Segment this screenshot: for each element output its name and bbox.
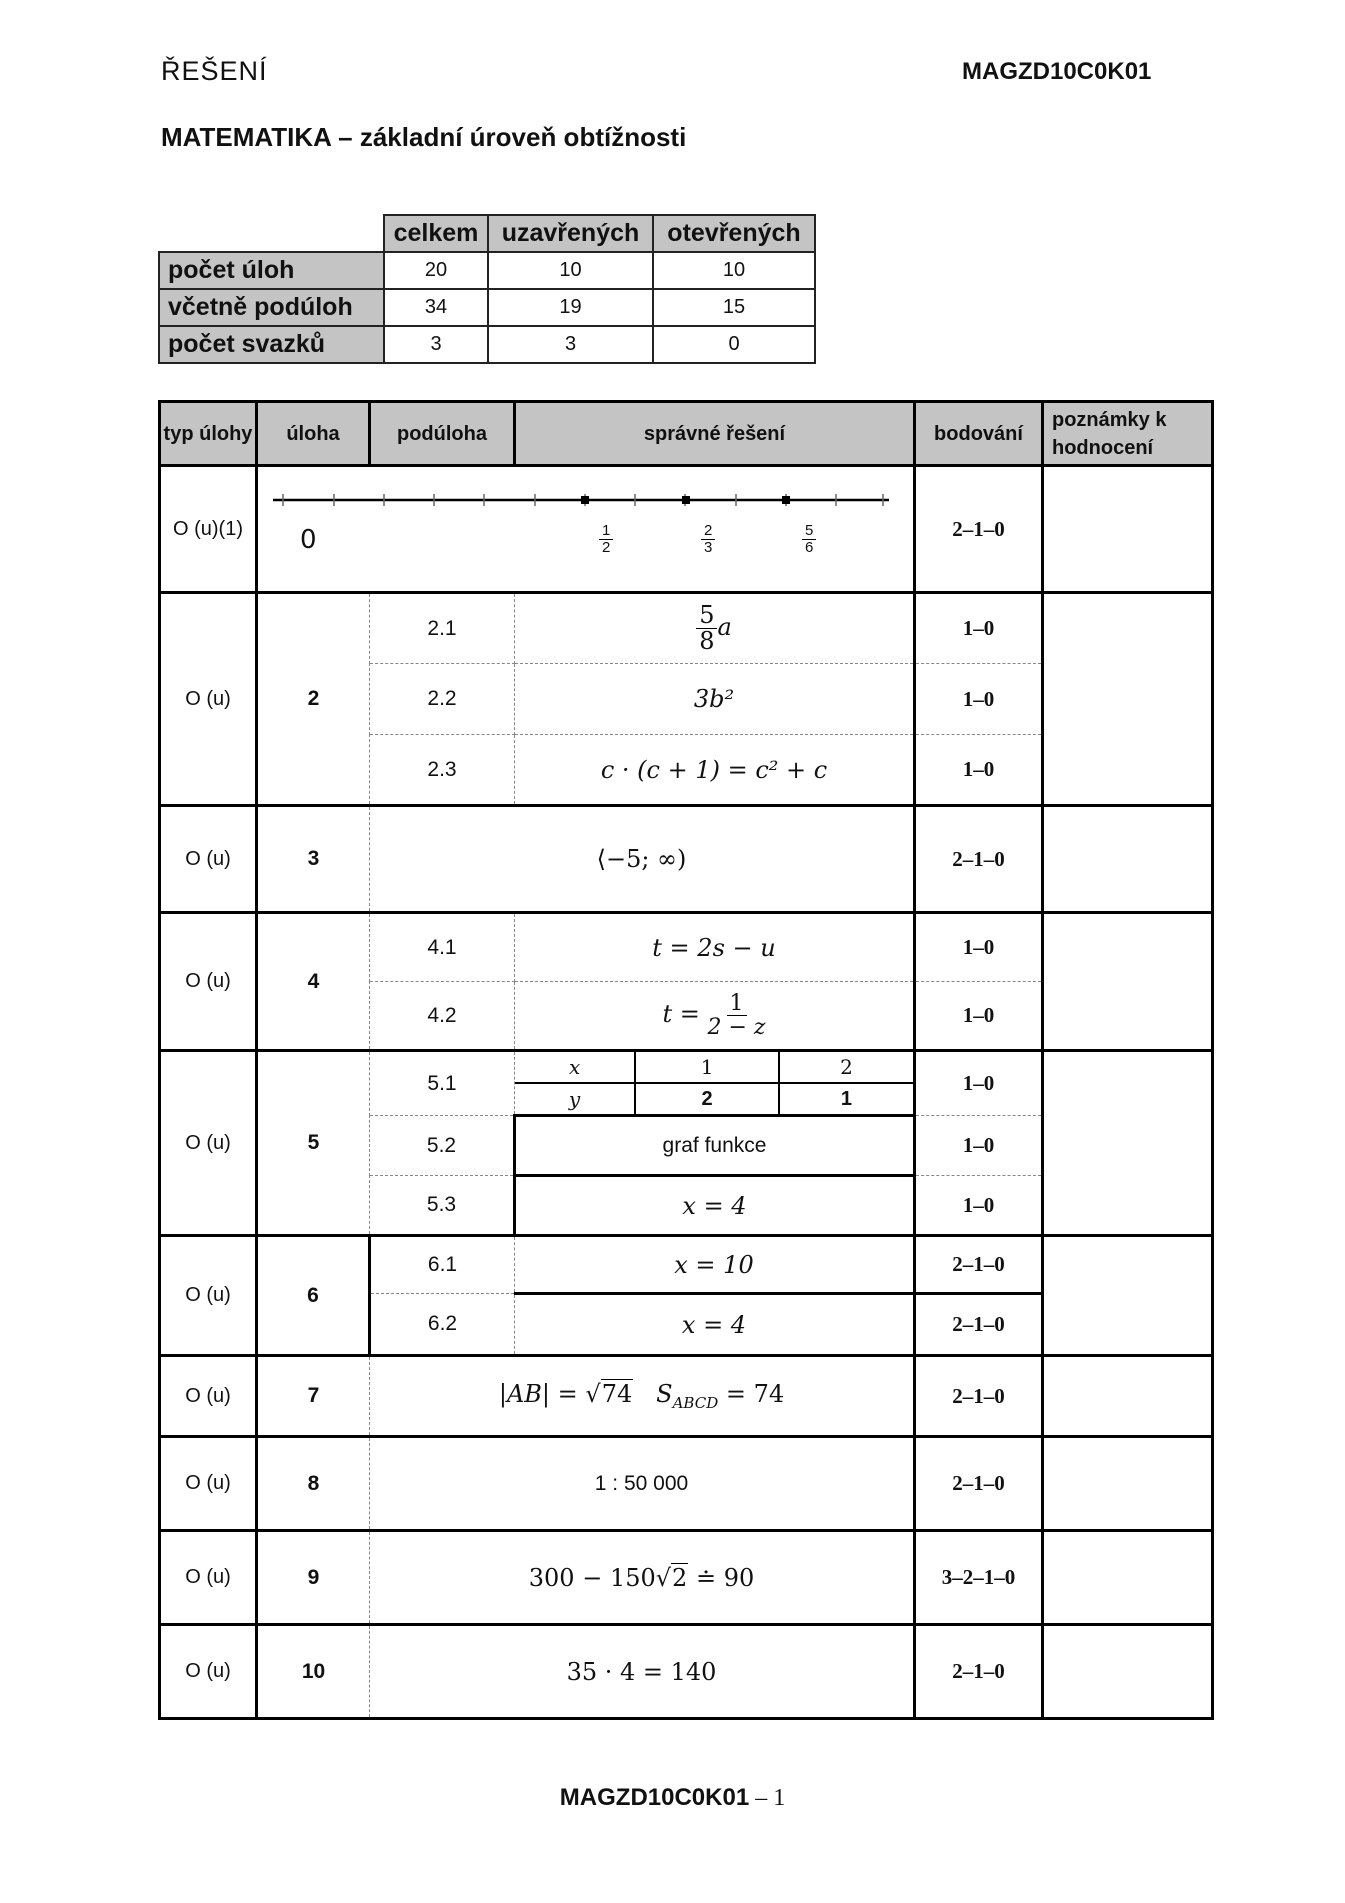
stats-col-header: uzavřených <box>488 215 653 252</box>
points: 1–0 <box>915 1176 1043 1236</box>
points: 2–1–0 <box>915 466 1043 593</box>
points: 1–0 <box>915 735 1043 806</box>
footer-code: MAGZD10C0K01 <box>559 1784 750 1811</box>
subtask-id: 4.2 <box>370 982 515 1051</box>
stats-cell: 10 <box>488 252 653 289</box>
notes-cell <box>1043 1531 1213 1625</box>
stats-cell: 19 <box>488 289 653 326</box>
solution: x = 4 <box>515 1294 915 1356</box>
stats-cell: 3 <box>384 326 488 363</box>
stats-cell: 0 <box>653 326 815 363</box>
points: 2–1–0 <box>915 1437 1043 1531</box>
value-table-cell <box>515 1051 915 1116</box>
notes-cell <box>1043 1437 1213 1531</box>
header-task: úloha <box>257 402 370 466</box>
subtask-id: 2.2 <box>370 664 515 735</box>
points: 2–1–0 <box>915 806 1043 913</box>
points: 1–0 <box>915 1116 1043 1176</box>
label-half: $\frac{1}{2}$ <box>599 523 613 556</box>
page-footer <box>0 1784 1345 1812</box>
value-table <box>515 1052 913 1114</box>
solution: t = 2s − u <box>515 913 915 982</box>
notes-cell <box>1043 913 1213 1051</box>
task-type: O (u) <box>160 1437 257 1531</box>
notes-cell <box>1043 1625 1213 1719</box>
value-table-cell: 1 <box>635 1052 779 1083</box>
solution: ⟨−5; ∞) <box>370 806 915 913</box>
task-number: 9 <box>257 1531 370 1625</box>
points: 1–0 <box>915 664 1043 735</box>
task-type: O (u) <box>160 1356 257 1437</box>
header-points: bodování <box>915 402 1043 466</box>
number-line-cell <box>257 466 915 593</box>
subtask-id: 6.2 <box>370 1294 515 1356</box>
subtask-id: 5.3 <box>370 1176 515 1236</box>
points: 2–1–0 <box>915 1625 1043 1719</box>
stats-col-header: celkem <box>384 215 488 252</box>
task-number: 2 <box>257 593 370 806</box>
solution: c · (c + 1) = c² + c <box>515 735 915 806</box>
stats-table <box>158 214 816 364</box>
solution: graf funkce <box>515 1116 915 1176</box>
task-type: O (u) <box>160 806 257 913</box>
task-number: 7 <box>257 1356 370 1437</box>
header-code: MAGZD10C0K01 <box>962 58 1152 85</box>
task-number: 10 <box>257 1625 370 1719</box>
stats-cell: 20 <box>384 252 488 289</box>
subtask-id: 4.1 <box>370 913 515 982</box>
subtask-id: 6.1 <box>370 1236 515 1294</box>
zero-label: 0 <box>300 525 317 555</box>
points: 2–1–0 <box>915 1236 1043 1294</box>
points: 1–0 <box>915 1051 1043 1116</box>
points: 2–1–0 <box>915 1356 1043 1437</box>
subtask-id: 2.3 <box>370 735 515 806</box>
header-solution: správné řešení <box>515 402 915 466</box>
notes-cell <box>1043 1051 1213 1236</box>
solution: $\frac{5}{8}$ a <box>515 593 915 664</box>
task-number: 8 <box>257 1437 370 1531</box>
solution: |AB| = √74 $S_{ABCD} = 74$ <box>370 1356 915 1437</box>
value-table-y-label: y <box>515 1083 635 1114</box>
points: 1–0 <box>915 982 1043 1051</box>
solution: 35 · 4 = 140 <box>370 1625 915 1719</box>
stats-row-label: počet svazků <box>159 326 384 363</box>
solution: 3b² <box>515 664 915 735</box>
task-number: 6 <box>257 1236 370 1356</box>
task-type: O (u) <box>160 593 257 806</box>
points: 1–0 <box>915 593 1043 664</box>
page-title: MATEMATIKA – základní úroveň obtížnosti <box>161 122 687 152</box>
task-number: 5 <box>257 1051 370 1236</box>
solution: t = $\frac{1}{2 - z}$ <box>515 982 915 1051</box>
stats-col-header: otevřených <box>653 215 815 252</box>
solutions-table <box>158 400 1214 1720</box>
label-two-thirds: $\frac{2}{3}$ <box>701 523 715 556</box>
notes-cell <box>1043 806 1213 913</box>
value-table-cell: 2 <box>779 1052 913 1083</box>
point-five-sixths <box>782 496 790 504</box>
solution: x = 10 <box>515 1236 915 1294</box>
points: 3–2–1–0 <box>915 1531 1043 1625</box>
notes-cell <box>1043 1236 1213 1356</box>
notes-cell <box>1043 1356 1213 1437</box>
point-half <box>581 496 589 504</box>
subtask-id: 5.1 <box>370 1051 515 1116</box>
value-table-cell: 1 <box>779 1083 913 1114</box>
notes-cell <box>1043 593 1213 806</box>
subtask-id: 2.1 <box>370 593 515 664</box>
value-table-cell: 2 <box>635 1083 779 1114</box>
point-two-thirds <box>682 496 690 504</box>
page-number: – 1 <box>749 1785 786 1811</box>
task-type: O (u)(1) <box>160 466 257 593</box>
task-type: O (u) <box>160 913 257 1051</box>
points: 2–1–0 <box>915 1294 1043 1356</box>
task-type: O (u) <box>160 1051 257 1236</box>
solution: x = 4 <box>515 1176 915 1236</box>
sqrt-sign: √ <box>655 1563 672 1592</box>
task-type: O (u) <box>160 1236 257 1356</box>
stats-cell: 3 <box>488 326 653 363</box>
header-subtask: podúloha <box>370 402 515 466</box>
stats-row-label: počet úloh <box>159 252 384 289</box>
label-five-sixths: $\frac{5}{6}$ <box>802 523 816 556</box>
sqrt-sign: √ <box>585 1380 601 1409</box>
stats-cell: 10 <box>653 252 815 289</box>
task-number: 4 <box>257 913 370 1051</box>
points: 1–0 <box>915 913 1043 982</box>
stats-row-label: včetně podúloh <box>159 289 384 326</box>
header-notes: poznámky k hodnocení <box>1043 402 1213 466</box>
notes-cell <box>1043 466 1213 593</box>
task-type: O (u) <box>160 1625 257 1719</box>
task-type: O (u) <box>160 1531 257 1625</box>
subtask-id: 5.2 <box>370 1116 515 1176</box>
stats-cell: 34 <box>384 289 488 326</box>
stats-cell: 15 <box>653 289 815 326</box>
header-left: ŘEŠENÍ <box>161 56 268 86</box>
header-type: typ úlohy <box>160 402 257 466</box>
task-number: 3 <box>257 806 370 913</box>
solution: 1 : 50 000 <box>370 1437 915 1531</box>
value-table-x-label: x <box>515 1052 635 1083</box>
solution: 300 − 150√2 ≐ 90 <box>370 1531 915 1625</box>
